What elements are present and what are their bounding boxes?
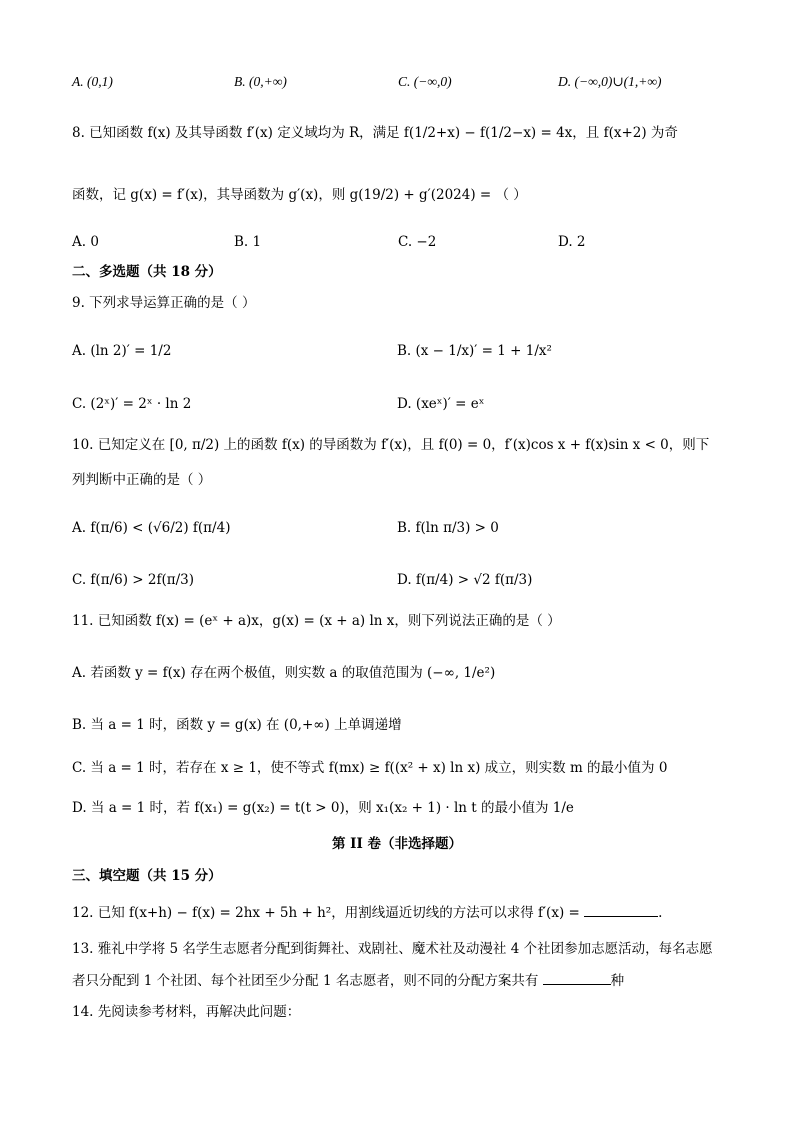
q11-stem: 11. 已知函数 f(x) = (eˣ + a)x，g(x) = (x + a) ln x，则下列说法正确的是（ ） <box>72 613 561 629</box>
q13-answer-blank[interactable] <box>543 984 611 985</box>
section-2-title: 二、多选题（共 18 分） <box>72 264 222 280</box>
q10-option-a: A. f(π/6) < (√6/2) f(π/4) <box>72 520 231 536</box>
q13-stem-line1: 13. 雅礼中学将 5 名学生志愿者分配到街舞社、戏剧社、魔术社及动漫社 4 个社团参加志愿活动，每名志愿 <box>72 941 713 957</box>
q7-option-b: B. (0,+∞) <box>234 74 287 89</box>
q12-stem <box>72 907 662 921</box>
q12-tail: . <box>658 905 663 921</box>
q12-stem-text: 12. 已知 f(x+h) − f(x) = 2hx + 5h + h²，用割线逼近切线的方法可以求得 f′(x) = <box>72 905 580 921</box>
q8-option-a: A. 0 <box>72 234 99 250</box>
q13-tail: 种 <box>610 973 625 989</box>
q9-option-b: B. (x − 1/x)′ = 1 + 1/x² <box>397 343 552 359</box>
q8-option-d: D. 2 <box>558 234 586 250</box>
q9-option-d: D. (xeˣ)′ = eˣ <box>397 396 485 412</box>
q9-option-c: C. (2ˣ)′ = 2ˣ · ln 2 <box>72 396 192 412</box>
q11-option-b: B. 当 a = 1 时，函数 y = g(x) 在 (0,+∞) 上单调递增 <box>72 717 402 733</box>
q12-answer-blank[interactable] <box>584 916 658 917</box>
q9-stem: 9. 下列求导运算正确的是（ ） <box>72 295 256 311</box>
q14-stem: 14. 先阅读参考材料，再解决此问题： <box>72 1004 301 1020</box>
q13-stem-line2 <box>72 975 624 989</box>
q13-line2-text: 者只分配到 1 个社团、每个社团至少分配 1 名志愿者，则不同的分配方案共有 <box>72 973 539 989</box>
q7-option-d: D. (−∞,0)∪(1,+∞) <box>558 74 662 89</box>
volume-2-title: 第 II 卷（非选择题） <box>331 836 463 852</box>
q8-option-c: C. −2 <box>398 234 437 250</box>
q8-option-b: B. 1 <box>234 234 262 250</box>
q10-option-d: D. f(π/4) > √2 f(π/3) <box>397 572 533 588</box>
q10-option-c: C. f(π/6) > 2f(π/3) <box>72 572 194 588</box>
q11-option-d: D. 当 a = 1 时，若 f(x₁) = g(x₂) = t(t > 0)，则 x₁(x₂ + 1) · ln t 的最小值为 1/e <box>72 800 574 816</box>
q8-stem-line1: 8. 已知函数 f(x) 及其导函数 f′(x) 定义域均为 R，满足 f(1/2+x) − f(1/2−x) = 4x，且 f(x+2) 为奇 <box>72 125 678 141</box>
q9-option-a: A. (ln 2)′ = 1/2 <box>72 343 172 359</box>
q10-stem-line2: 列判断中正确的是（ ） <box>72 472 212 488</box>
q7-option-a: A. (0,1) <box>72 74 113 89</box>
section-3-title: 三、填空题（共 15 分） <box>72 868 222 884</box>
q11-option-a: A. 若函数 y = f(x) 存在两个极值，则实数 a 的取值范围为 (−∞, 1/e²) <box>72 665 496 681</box>
q7-option-c: C. (−∞,0) <box>398 74 452 89</box>
q11-option-c: C. 当 a = 1 时，若存在 x ≥ 1，使不等式 f(mx) ≥ f((x² + x) ln x) 成立，则实数 m 的最小值为 0 <box>72 760 668 776</box>
q8-stem-line2: 函数，记 g(x) = f′(x)，其导函数为 g′(x)，则 g(19/2) + g′(2024) = （ ） <box>72 187 527 203</box>
q10-stem-line1: 10. 已知定义在 [0, π/2) 上的函数 f(x) 的导函数为 f′(x)，且 f(0) = 0，f′(x)cos x + f(x)sin x < 0，则下 <box>72 437 710 453</box>
q10-option-b: B. f(ln π/3) > 0 <box>397 520 499 536</box>
